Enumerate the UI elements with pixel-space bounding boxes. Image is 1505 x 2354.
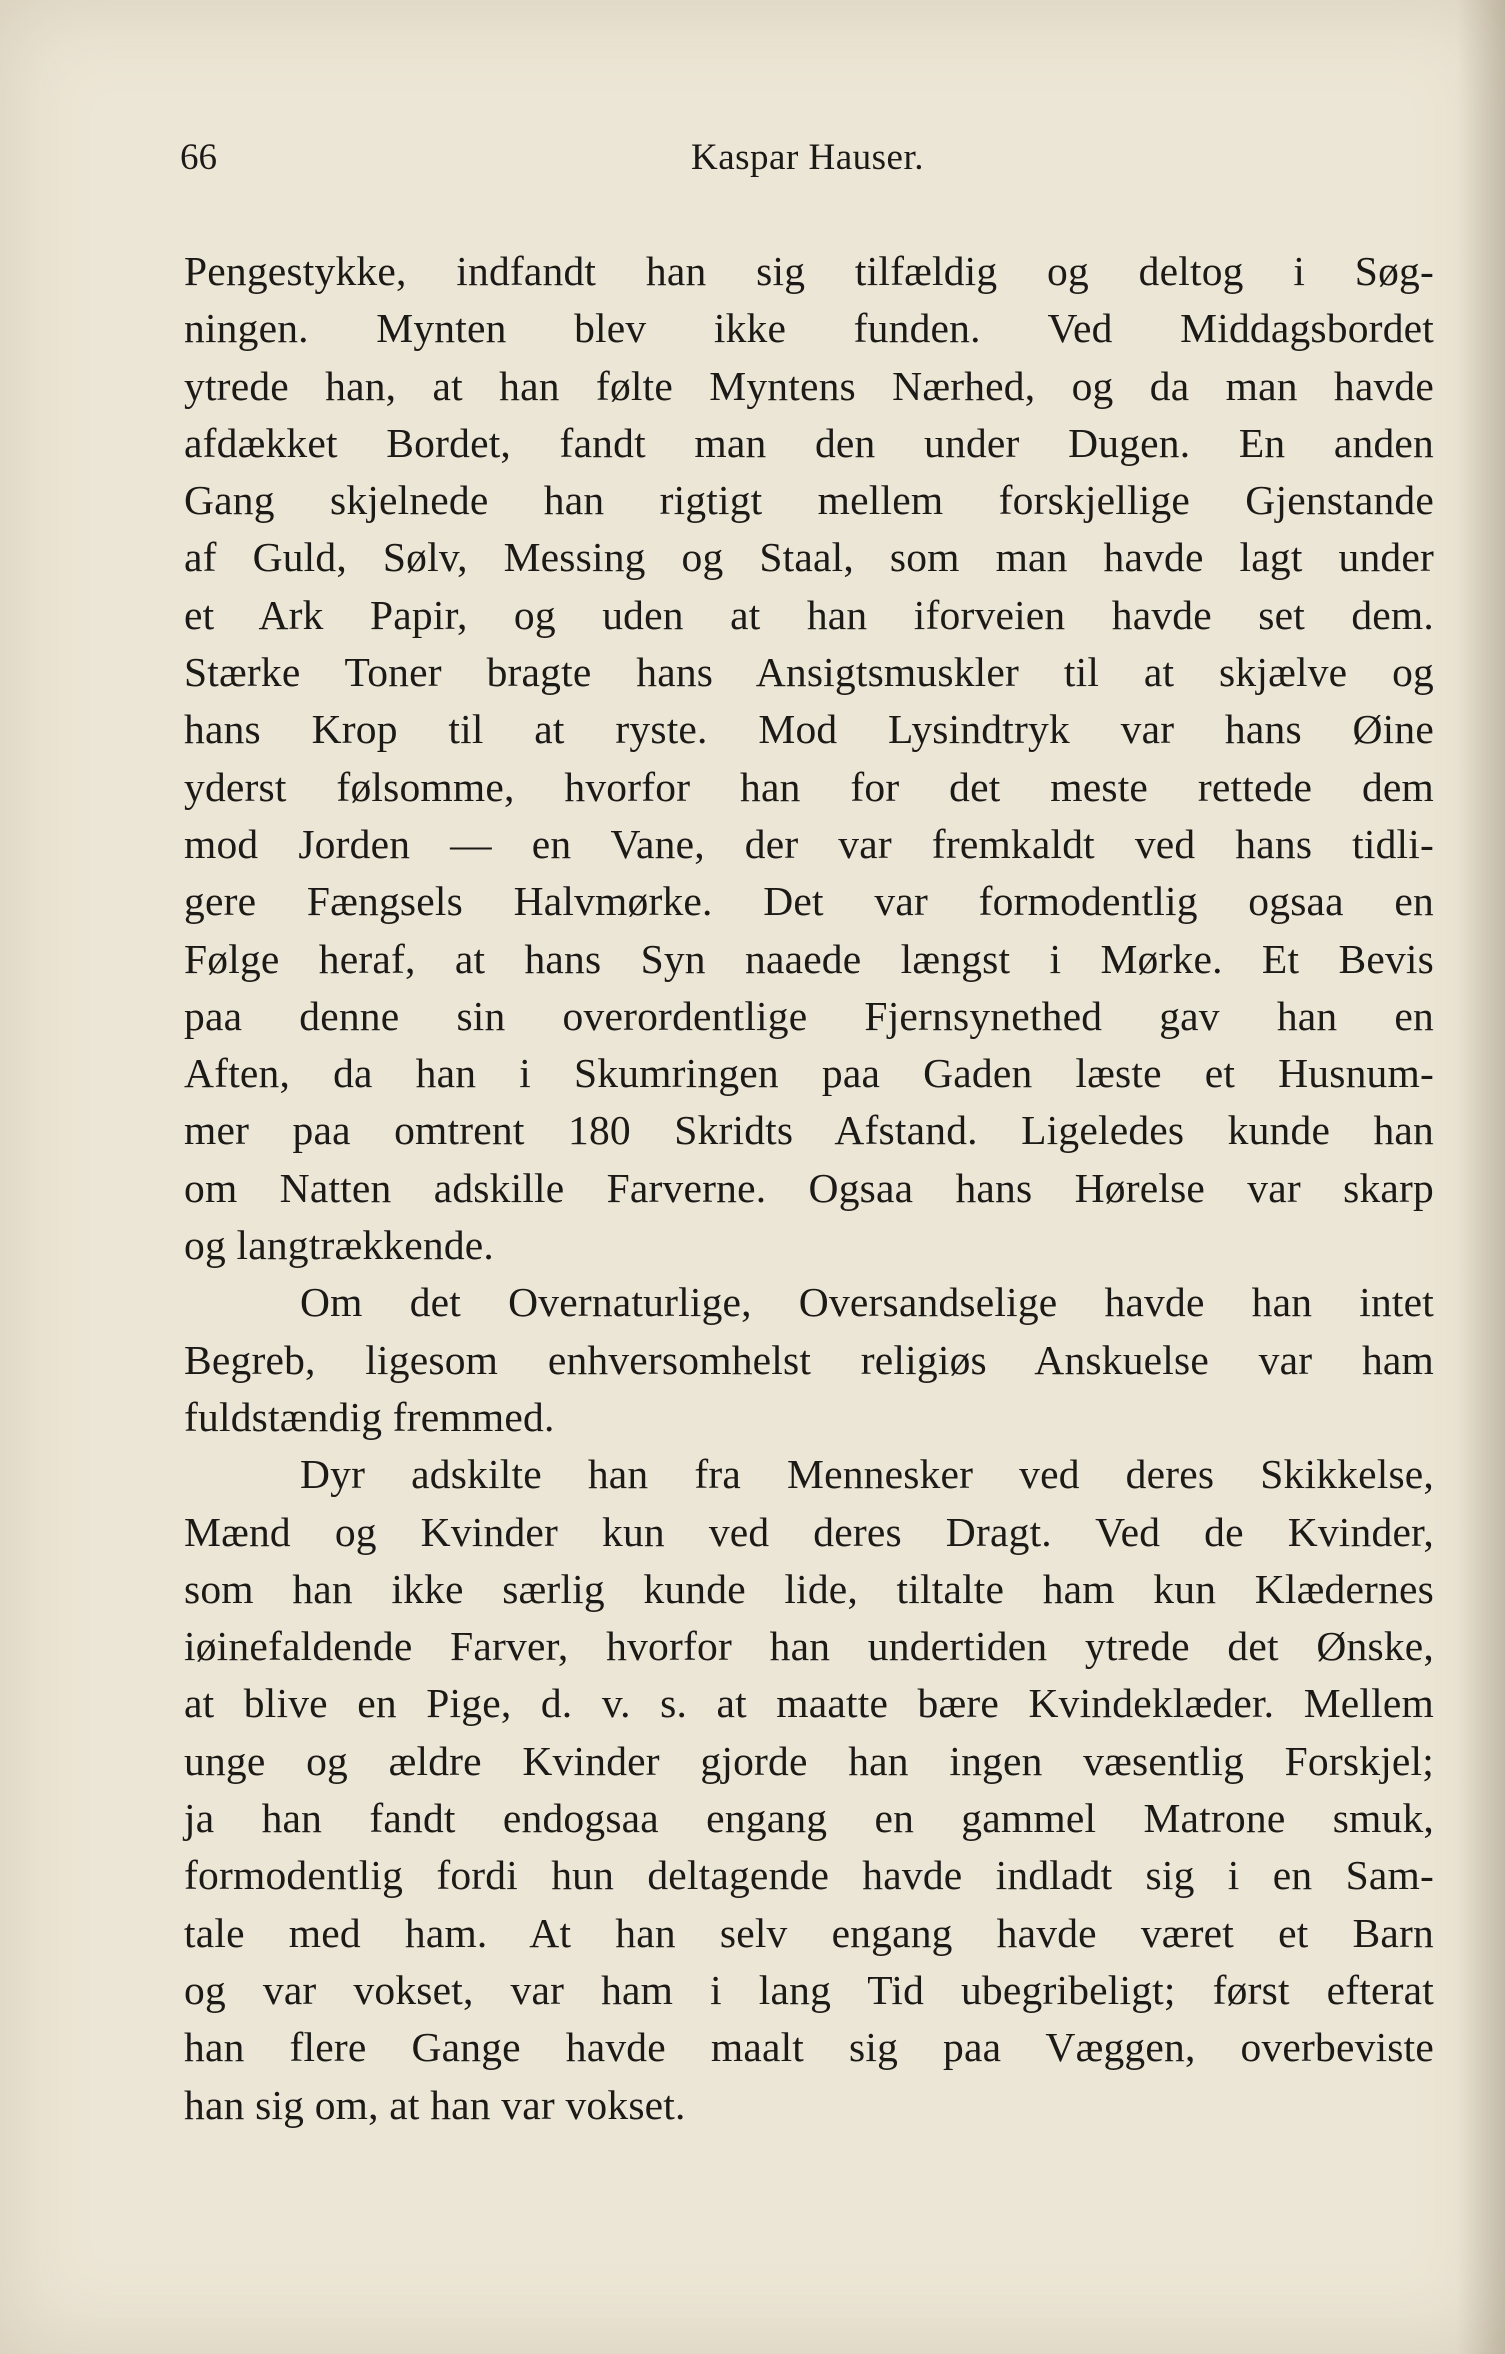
text-line: Mænd og Kvinder kun ved deres Dragt. Ved de Kvinder, bbox=[184, 1508, 1434, 1555]
text-line: Begreb, ligesom enhversomhelst religiøs Anskuelse var ham bbox=[184, 1336, 1434, 1383]
text-line: hans Krop til at ryste. Mod Lysindtryk var hans Øine bbox=[184, 706, 1434, 753]
text-line: mer paa omtrent 180 Skridts Afstand. Ligeledes kunde han bbox=[184, 1107, 1434, 1154]
text-line: gere Fængsels Halvmørke. Det var formodentlig ogsaa en bbox=[184, 878, 1434, 925]
paragraph bbox=[184, 1446, 1434, 2134]
text-line: og langtrækkende. bbox=[184, 1222, 494, 1269]
text-line: at blive en Pige, d. v. s. at maatte bære Kvindeklæder. Mellem bbox=[184, 1680, 1434, 1727]
text-line: iøinefaldende Farver, hvorfor han undertiden ytrede det Ønske, bbox=[184, 1623, 1434, 1670]
text-line: Dyr adskilte han fra Mennesker ved deres Skikkelse, bbox=[300, 1451, 1434, 1498]
running-head bbox=[180, 128, 1435, 188]
text-line: ytrede han, at han følte Myntens Nærhed, og da man havde bbox=[184, 362, 1434, 409]
text-line: af Guld, Sølv, Messing og Staal, som man havde lagt under bbox=[184, 534, 1434, 581]
text-line: ja han fandt endogsaa engang en gammel Matrone smuk, bbox=[184, 1795, 1434, 1842]
text-line: han flere Gange havde maalt sig paa Væggen, overbeviste bbox=[184, 2024, 1434, 2071]
body-text bbox=[184, 243, 1434, 2134]
text-line: paa denne sin overordentlige Fjernsynethed gav han en bbox=[184, 992, 1434, 1039]
page-edge-shadow bbox=[1457, 0, 1505, 2354]
text-line: afdækket Bordet, fandt man den under Dugen. En anden bbox=[184, 419, 1434, 466]
page-number: 66 bbox=[180, 137, 217, 178]
text-line: tale med ham. At han selv engang havde været et Barn bbox=[184, 1909, 1434, 1956]
text-line: et Ark Papir, og uden at han iforveien havde set dem. bbox=[184, 591, 1434, 638]
text-line: Stærke Toner bragte hans Ansigtsmuskler til at skjælve og bbox=[184, 649, 1434, 696]
text-line: mod Jorden — en Vane, der var fremkaldt ved hans tidli- bbox=[184, 820, 1434, 867]
text-line: ningen. Mynten blev ikke funden. Ved Middagsbordet bbox=[184, 305, 1434, 352]
text-line: som han ikke særlig kunde lide, tiltalte ham kun Klædernes bbox=[184, 1565, 1434, 1612]
text-line: han sig om, at han var vokset. bbox=[184, 2081, 686, 2128]
text-line: Pengestykke, indfandt han sig tilfældig og deltog i Søg- bbox=[184, 248, 1434, 294]
running-title: Kaspar Hauser. bbox=[690, 137, 925, 178]
text-line: om Natten adskille Farverne. Ogsaa hans Hørelse var skarp bbox=[184, 1164, 1434, 1211]
text-line: formodentlig fordi hun deltagende havde indladt sig i en Sam- bbox=[184, 1852, 1434, 1899]
paragraph bbox=[184, 243, 1434, 1274]
text-line: Om det Overnaturlige, Oversandselige havde han intet bbox=[300, 1279, 1434, 1326]
paragraph bbox=[184, 1274, 1434, 1446]
text-line: yderst følsomme, hvorfor han for det meste rettede dem bbox=[184, 763, 1434, 810]
text-line: fuldstændig fremmed. bbox=[184, 1393, 555, 1440]
text-line: Gang skjelnede han rigtigt mellem forskjellige Gjenstande bbox=[184, 477, 1434, 524]
text-line: og var vokset, var ham i lang Tid ubegribeligt; først efterat bbox=[184, 1966, 1434, 2013]
text-line: Aften, da han i Skumringen paa Gaden læste et Husnum- bbox=[184, 1050, 1434, 1097]
text-line: Følge heraf, at hans Syn naaede længst i Mørke. Et Bevis bbox=[184, 935, 1434, 982]
text-line: unge og ældre Kvinder gjorde han ingen væsentlig Forskjel; bbox=[184, 1737, 1434, 1784]
